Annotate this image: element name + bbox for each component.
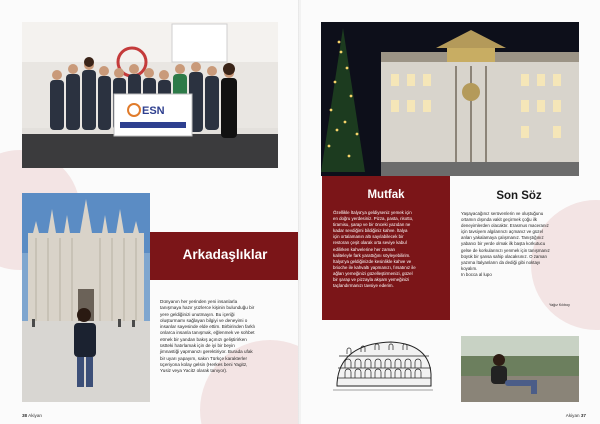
- sitting-photo: [461, 336, 579, 402]
- friendships-title: Arkadaşlıklar: [182, 247, 268, 262]
- left-page-number: 38: [22, 413, 28, 418]
- night-building-photo: [321, 22, 579, 176]
- left-page: [0, 0, 299, 424]
- cathedral-photo: [22, 193, 150, 402]
- right-footer: [566, 413, 586, 418]
- author-name: Yağız Kılıboy: [549, 303, 570, 307]
- group-photo: [22, 22, 278, 168]
- final-word-title: Son Söz: [496, 190, 542, 202]
- friendships-body: Dünyanın her yerinden yeni insanlarla tanışmaya hazır yüzlerce kişinin bulunduğu bir yere geldiğinizi unutmayın. Bu içeriği oluşturmamı sağlayan bilgiyi ve deneyimi o insanlar sayesinde elde ettim. Birbirinden farklı onlarca insanla tanışmak, eğlenmek ve sohbet etmek bir yandan bakış açınızı geliştirirken üstteki hatırlamak için de iyi bir beyin jimnastiği yapmanızı gerektiriyor. Burada ufak bir uyarı yapayım, sakın Türkçe karakterler üçeriyona kolay gelsin (Herkes beni Yagitz, Yusiz veya Yacitz olarak tanıyor).: [160, 299, 255, 374]
- kitchen-body: Özellikle İtalya'ya geldiyseniz yemek için en doğru yerdesiniz. Pizza, pasta, risotto, tiramisu, şarap ve bir önceki yazıdan ne kadar sevdiğimi bildiğiniz kahve. İtalya için ortalamanın altı sayılabilecek bir restoran çeşit olarak orta seviye kabul edilirken kahvelerine her zaman kaliteleyle fark yarattığını söyleyebilirim. İtalya'ya geldiğinizde kesinlikle kahve ve brioche ile kahvaltı yapmanızı, fırsatınız ile ağları yemeğinizi güzelleştirmenizi, güzel bir şarap ve pizzayla akşam yemeğinizi taçlandırmanızı tavsiye ederim.: [333, 210, 416, 289]
- friendships-title-box: [150, 232, 299, 280]
- banner-text: ESN: [142, 105, 165, 117]
- right-magazine-name: Akiyan: [565, 413, 580, 418]
- kitchen-title: Mutfak: [367, 189, 405, 201]
- colosseum-sketch: [331, 334, 435, 398]
- left-magazine-name: Akiyan: [28, 413, 42, 418]
- left-footer: [22, 413, 42, 418]
- right-page-number: 37: [580, 413, 586, 418]
- kitchen-box: [322, 176, 450, 320]
- right-page: [301, 0, 600, 424]
- final-word-body: Yaşayacağınız serüvenlerin ve oluştuğunu ortamın dışında vakit geçirmek çoğu ilk deneyimlerden olacaktır. Erasmus maceranız için tavsiyem algılarınızı açmanız ve güzel anları yakalamaya çalışmanız. Tanıştığınız yabancı bir yerde olmak ilk başta korkutucu gelse de korkularınızı yenmek için tanışmanız büyük bir şansa sahip olacaksınız. O zaman yazıma İtalyanların da dediği gibi noktayı koyalım. In bocca al lupo: [461, 211, 550, 277]
